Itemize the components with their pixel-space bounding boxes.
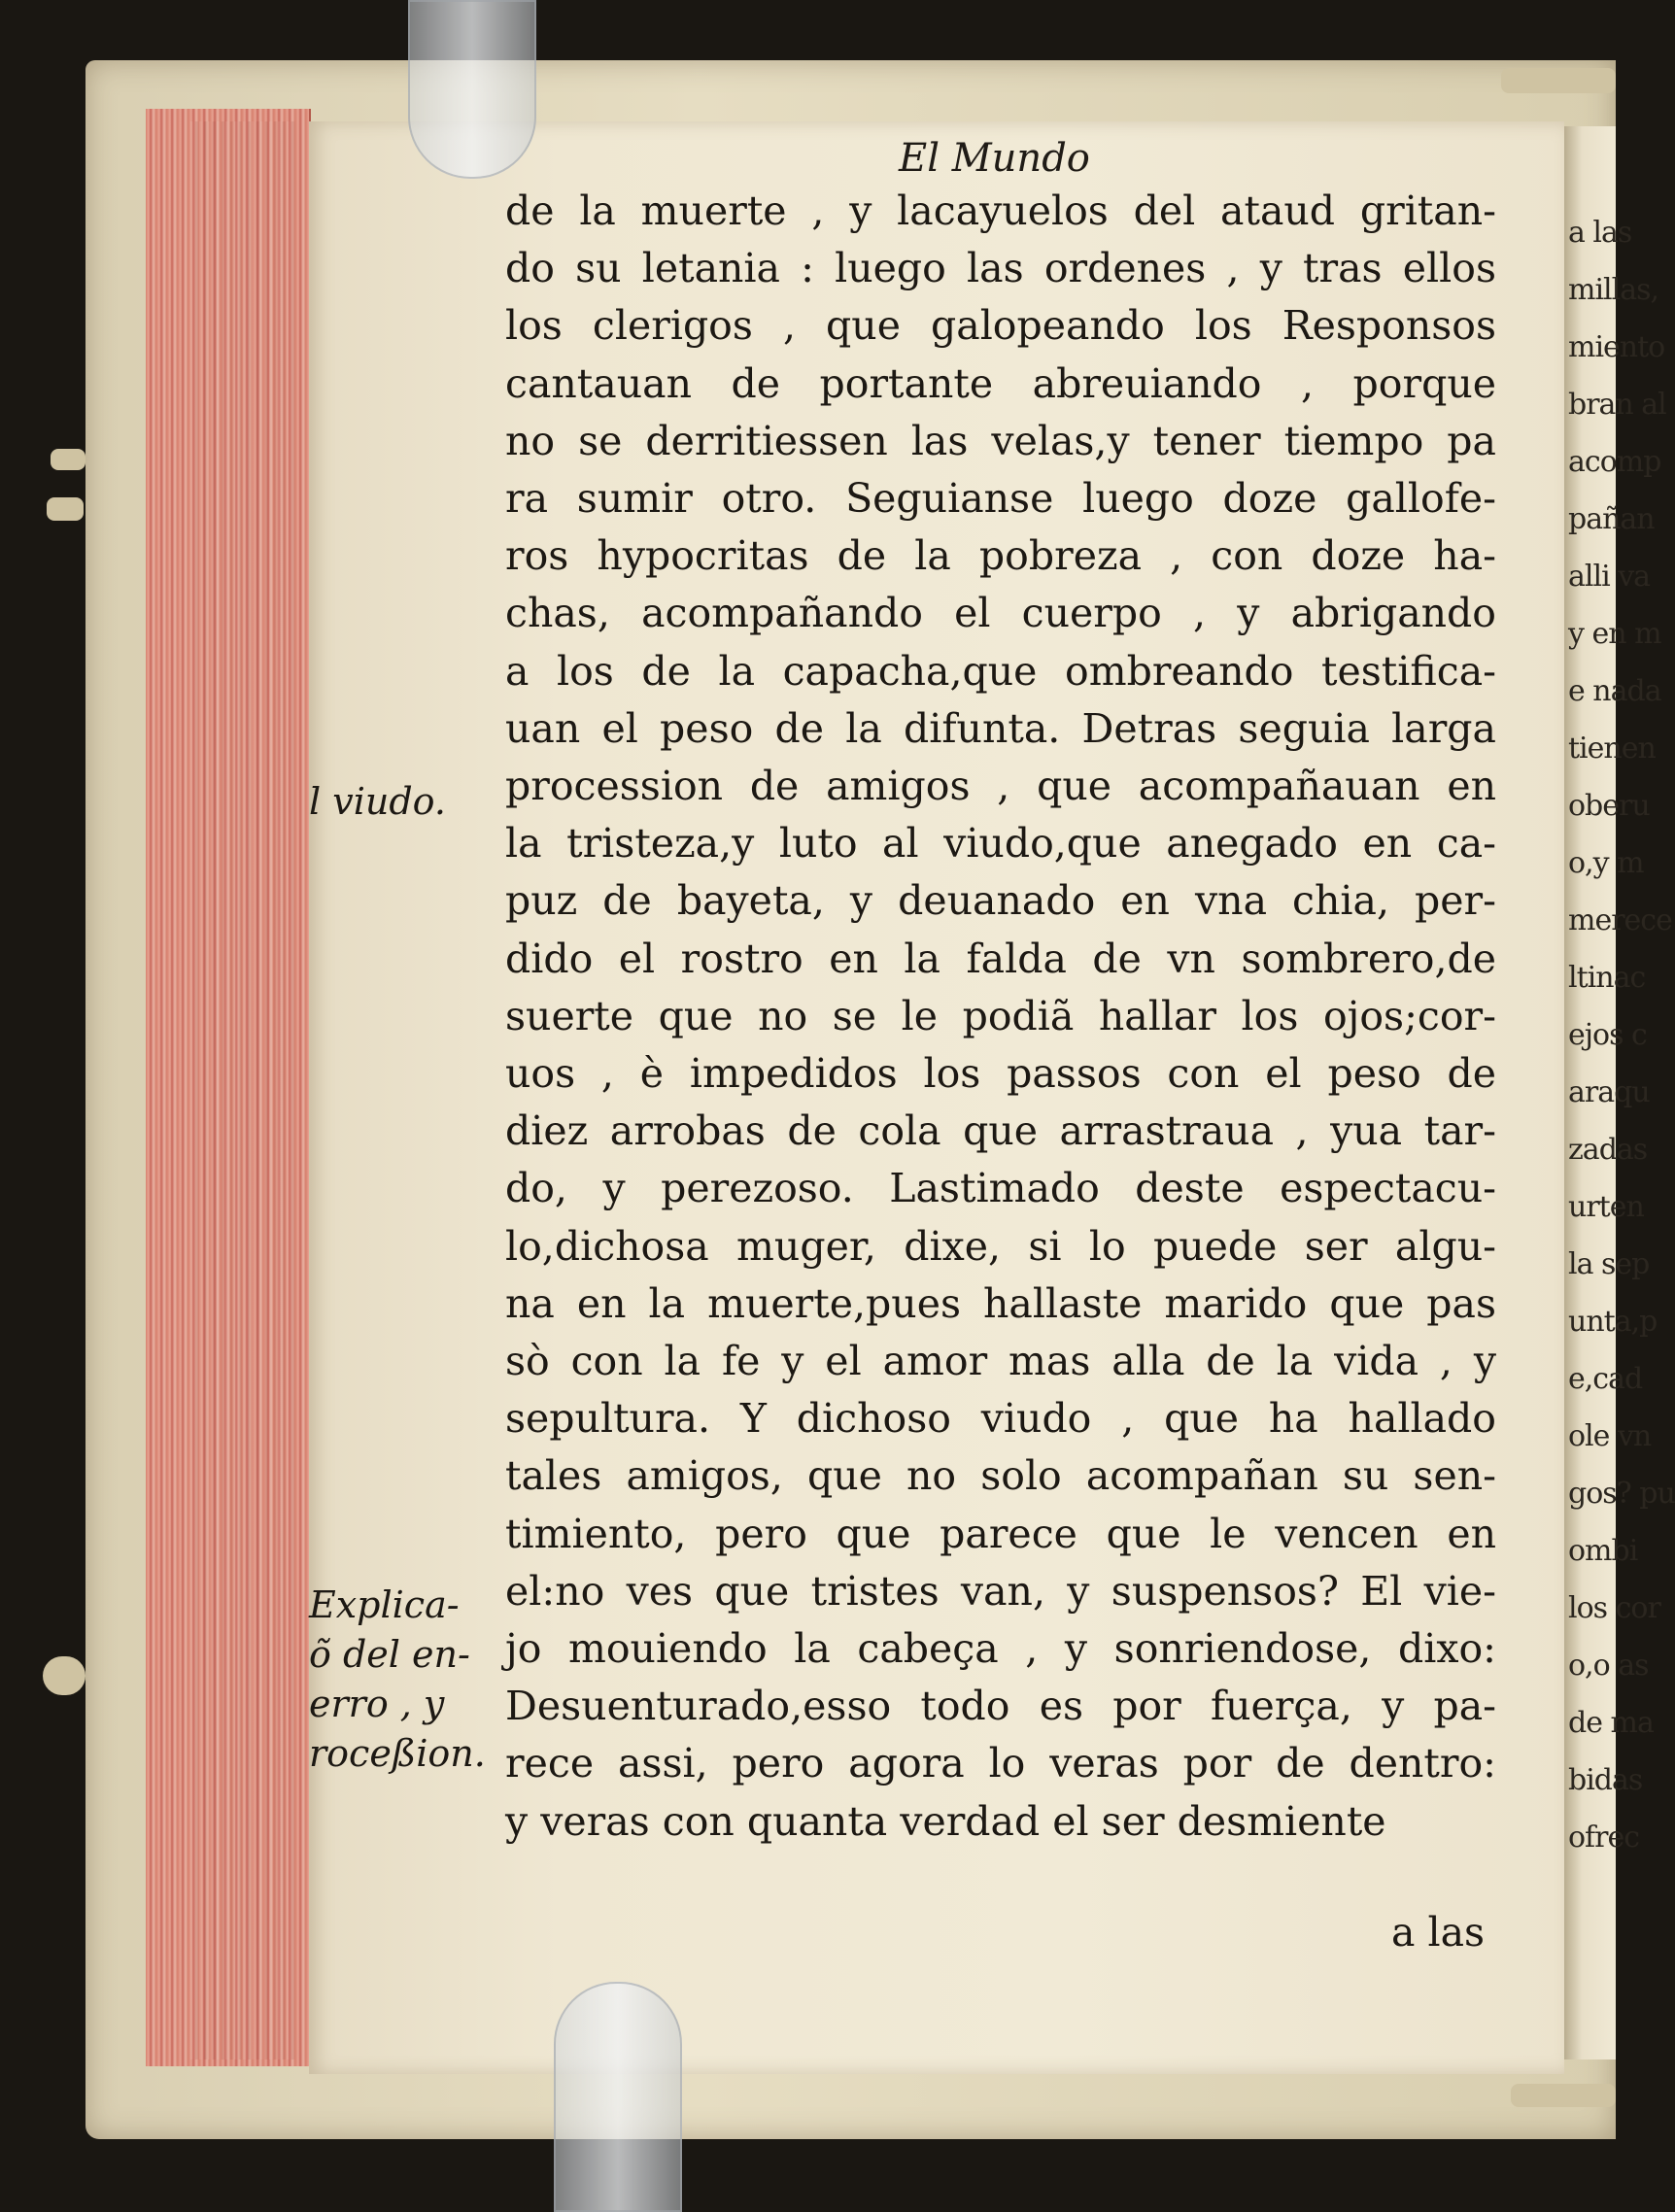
facing-page-fragment: y en m: [1568, 617, 1661, 651]
binding-tie-left-1: [51, 449, 85, 470]
marginal-note-line: roceßion.: [309, 1732, 486, 1775]
facing-page-fragment: gos? pu: [1568, 1477, 1675, 1511]
facing-page-fragment: araqu: [1568, 1075, 1650, 1109]
facing-page-fragment: o,y m: [1568, 846, 1644, 880]
catchword: a las: [1391, 1909, 1486, 1956]
facing-page-fragment: urten: [1568, 1190, 1644, 1224]
text-line: de la muerte , y lacayuelos del ataud gritan-: [505, 187, 1496, 234]
text-line: do, y perezoso. Lastimado deste espectacu-: [505, 1165, 1496, 1212]
facing-page-fragment: ltinac: [1568, 961, 1646, 995]
facing-page-fragment: merece: [1568, 903, 1672, 937]
text-line: Desuenturado,esso todo es por fuerça, y pa-: [505, 1683, 1496, 1730]
facing-page-fragment: ombi: [1568, 1534, 1638, 1568]
marginal-note-explicacion: [309, 1581, 486, 1779]
binding-tie-top: [1501, 68, 1616, 93]
binding-tie-bottom: [1511, 2084, 1616, 2107]
facing-page-fragment: los cor: [1568, 1591, 1660, 1625]
facing-page-fragment: bran al: [1568, 388, 1666, 422]
text-line: chas, acompañando el cuerpo , y abrigando: [505, 590, 1496, 637]
bleed-through: [340, 209, 351, 248]
text-line: uos , è impedidos los passos con el peso de: [505, 1050, 1496, 1098]
running-head: El Mundo: [899, 136, 1090, 181]
text-line: dido el rostro en la falda de vn sombrero,de: [505, 935, 1496, 982]
text-line: ros hypocritas de la pobreza , con doze ha-: [505, 532, 1496, 580]
facing-page-fragment: alli va: [1568, 560, 1651, 594]
facing-page: [1564, 126, 1675, 2059]
text-line: na en la muerte,pues hallaste marido que pas: [505, 1279, 1496, 1327]
binding-tie-left-2: [47, 497, 84, 521]
facing-page-fragment: millas,: [1568, 273, 1659, 307]
page-clip-bottom: [554, 1982, 682, 2212]
marginal-note-line: Explica-: [309, 1583, 460, 1626]
facing-page-fragment: oberu: [1568, 789, 1650, 823]
text-line: diez arrobas de cola que arrastraua , yua tar-: [505, 1107, 1496, 1155]
marginal-note-line: õ del en-: [309, 1633, 470, 1676]
text-line: procession de amigos , que acompañauan en: [505, 763, 1496, 810]
text-line: y veras con quanta verdad el ser desmiente: [505, 1797, 1386, 1845]
text-line: no se derritiessen las velas,y tener tiempo pa: [505, 417, 1496, 464]
text-line: puz de bayeta, y deuanado en vna chia, per-: [505, 877, 1496, 925]
marginal-note-line: erro , y: [309, 1683, 445, 1725]
text-line: sò con la fe y el amor mas alla de la vida , y: [505, 1338, 1496, 1385]
facing-page-fragment: la sep: [1568, 1247, 1650, 1281]
text-line: suerte que no se le podiã hallar los ojos;cor-: [505, 992, 1496, 1039]
text-line: el:no ves que tristes van, y suspensos? El vie-: [505, 1567, 1496, 1615]
page-clip-top: [408, 0, 536, 179]
body-text: [505, 183, 1496, 1851]
facing-page-fragment: tienen: [1568, 732, 1656, 766]
text-line: los clerigos , que galopeando los Responsos: [505, 302, 1496, 350]
facing-page-fragment: o,o as: [1568, 1649, 1649, 1683]
marginal-note-viudo: l viudo.: [309, 780, 446, 823]
facing-page-fragment: miento: [1568, 330, 1665, 364]
text-line: ra sumir otro. Seguianse luego doze gallofe-: [505, 475, 1496, 523]
facing-page-fragment: ole vn: [1568, 1419, 1652, 1453]
facing-page-fragment: a las: [1568, 216, 1632, 250]
text-line: timiento, pero que parece que le vencen en: [505, 1510, 1496, 1557]
facing-page-fragment: pañan: [1568, 502, 1655, 536]
facing-page-fragment: bidas: [1568, 1763, 1643, 1797]
text-line: la tristeza,y luto al viudo,que anegado en ca-: [505, 820, 1496, 868]
text-line: rece assi, pero agora lo veras por de dentro:: [505, 1740, 1496, 1787]
facing-page-fragment: ejos c: [1568, 1018, 1647, 1052]
facing-page-fragment: e nada: [1568, 674, 1661, 708]
facing-page-fragment: e,cad: [1568, 1362, 1643, 1396]
facing-page-fragment: acomp: [1568, 445, 1661, 479]
text-line: do su letania : luego las ordenes , y tras ellos: [505, 245, 1496, 292]
text-line: a los de la capacha,que ombreando testifica-: [505, 647, 1496, 695]
binding-tie-left-3: [43, 1656, 85, 1695]
text-line: uan el peso de la difunta. Detras seguia larga: [505, 704, 1496, 752]
text-line: jo mouiendo la cabeça , y sonriendose, dixo:: [505, 1625, 1496, 1673]
facing-page-fragment: zadas: [1568, 1133, 1648, 1167]
text-line: tales amigos, que no solo acompañan su sen-: [505, 1452, 1496, 1500]
text-line: lo,dichosa muger, dixe, si lo puede ser algu-: [505, 1222, 1496, 1270]
facing-page-fragment: de ma: [1568, 1706, 1654, 1740]
fore-edge-texture: [190, 121, 295, 2059]
text-line: sepultura. Y dichoso viudo , que ha hallado: [505, 1395, 1496, 1443]
text-line: cantauan de portante abreuiando , porque: [505, 359, 1496, 407]
facing-page-fragment: ofrec: [1568, 1821, 1640, 1855]
facing-page-fragment: unta,p: [1568, 1305, 1658, 1339]
